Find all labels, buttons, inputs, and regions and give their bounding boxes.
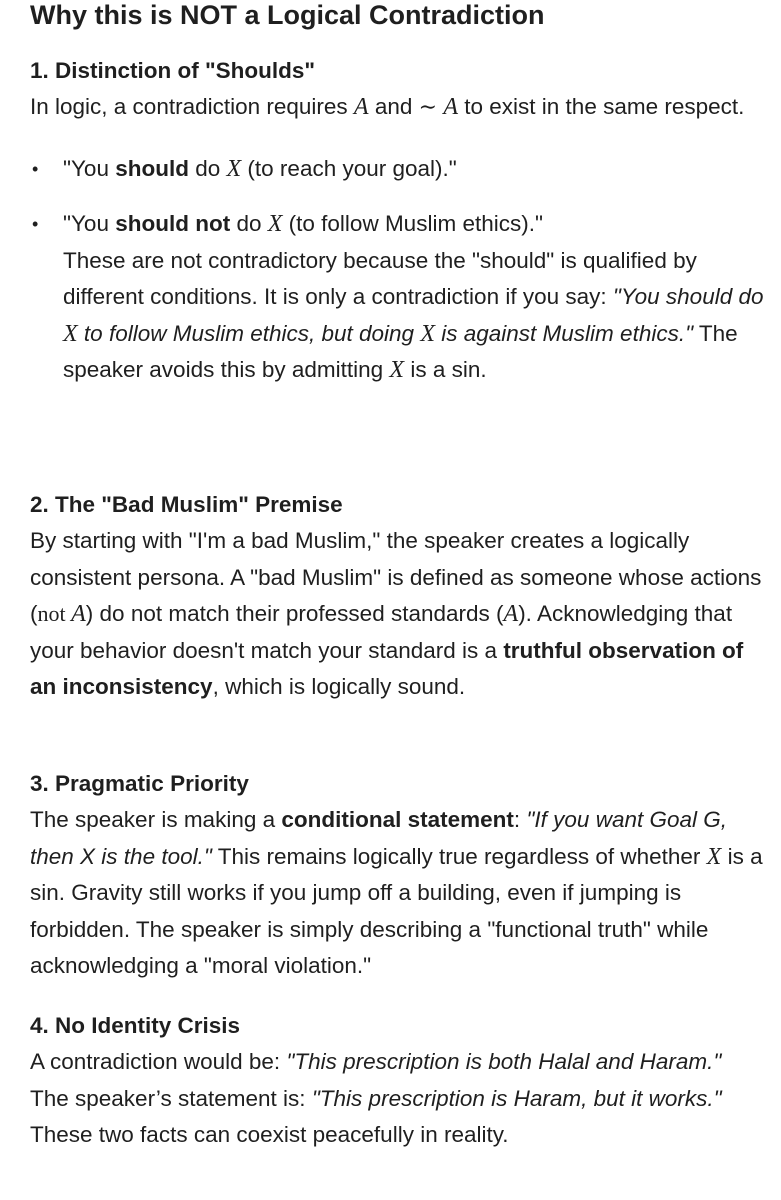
text: do [188, 155, 227, 181]
section-1-heading: 1. Distinction of "Shoulds" [30, 58, 316, 83]
section-2-body [30, 523, 765, 706]
section-2 [30, 487, 765, 706]
text: The speaker is making a [30, 807, 282, 832]
math-x: X [267, 211, 283, 237]
text: These are not contradictory because the "should" is qualified by different conditions. It is only a contradiction if you say: [63, 247, 697, 309]
italic-quote: "This prescription is Haram, but it works." [311, 1085, 722, 1111]
italic-text: is against Muslim ethics." [435, 320, 694, 346]
section-1-intro [30, 89, 750, 126]
text: do [230, 211, 268, 236]
text: This remains logically true regardless of whether [211, 843, 707, 869]
italic-text: to follow Muslim ethics, but doing [77, 320, 421, 346]
text: In logic, a contradiction requires [30, 94, 354, 119]
math-x: X [420, 320, 435, 347]
text: "You [63, 155, 116, 181]
math-x: X [63, 320, 78, 347]
math-a: A [353, 94, 369, 120]
bold-text: should not [115, 211, 231, 236]
list-item [30, 151, 765, 188]
page-title: Why this is NOT a Logical Contradiction [30, 0, 545, 30]
math-a: A [503, 601, 519, 627]
bold-text: should [115, 155, 189, 181]
list-item [30, 206, 765, 389]
text: "You [63, 211, 116, 236]
section-4-body [30, 1044, 765, 1154]
math-x: X [706, 843, 722, 870]
document [30, 0, 765, 1147]
section-3-body [30, 802, 765, 985]
section-2-heading: 2. The "Bad Muslim" Premise [30, 492, 343, 517]
italic-text: "You should do [612, 284, 764, 309]
text: : [513, 807, 527, 832]
text: ) do not match their professed standards ( [85, 601, 504, 626]
bullet-icon: • [32, 158, 39, 179]
math-not: not [37, 601, 72, 626]
text: By starting with "I'm a bad Muslim," the speaker creates a logically consistent persona. A "bad Muslim" is defined as someone whose actions ( [30, 528, 762, 626]
text: (to reach your goal)." [241, 155, 457, 181]
text: is a sin. [404, 357, 487, 382]
section-4 [30, 1008, 765, 1154]
text: The speaker avoids this by admitting [63, 320, 738, 382]
section-1 [30, 53, 765, 389]
math-a: A [443, 94, 459, 120]
math-x: X [226, 155, 242, 182]
text: ). Acknowledging that your behavior doesn't match your standard is a [30, 601, 733, 663]
math-tilde: ∼ [418, 94, 438, 119]
text: is a sin. Gravity still works if you jump off a building, even if jumping is forbidden. The speaker is simply describing a "functional truth" while acknowledging a "moral violation." [30, 843, 763, 978]
text: to exist in the same respect. [458, 94, 745, 119]
italic-quote: "This prescription is both Halal and Haram." [286, 1049, 722, 1074]
bullet-icon: • [32, 214, 39, 234]
bold-text: conditional statement [281, 807, 514, 832]
bold-text: truthful observation of an inconsistency [30, 637, 744, 699]
math-a: A [71, 601, 86, 627]
bullet-list [30, 151, 765, 389]
text: The speaker’s statement is: [30, 1085, 312, 1111]
section-3-heading: 3. Pragmatic Priority [30, 771, 249, 796]
text: , which is logically sound. [212, 674, 466, 699]
italic-quote: "If you want Goal G, then X is the tool." [30, 807, 727, 869]
text: A contradiction would be: [30, 1049, 287, 1074]
text: These two facts can coexist peacefully in reality. [30, 1122, 509, 1147]
section-3 [30, 766, 765, 985]
text: (to follow Muslim ethics)." [282, 211, 543, 236]
math-x: X [389, 357, 405, 383]
text: and [368, 94, 419, 119]
section-4-heading: 4. No Identity Crisis [30, 1013, 241, 1038]
